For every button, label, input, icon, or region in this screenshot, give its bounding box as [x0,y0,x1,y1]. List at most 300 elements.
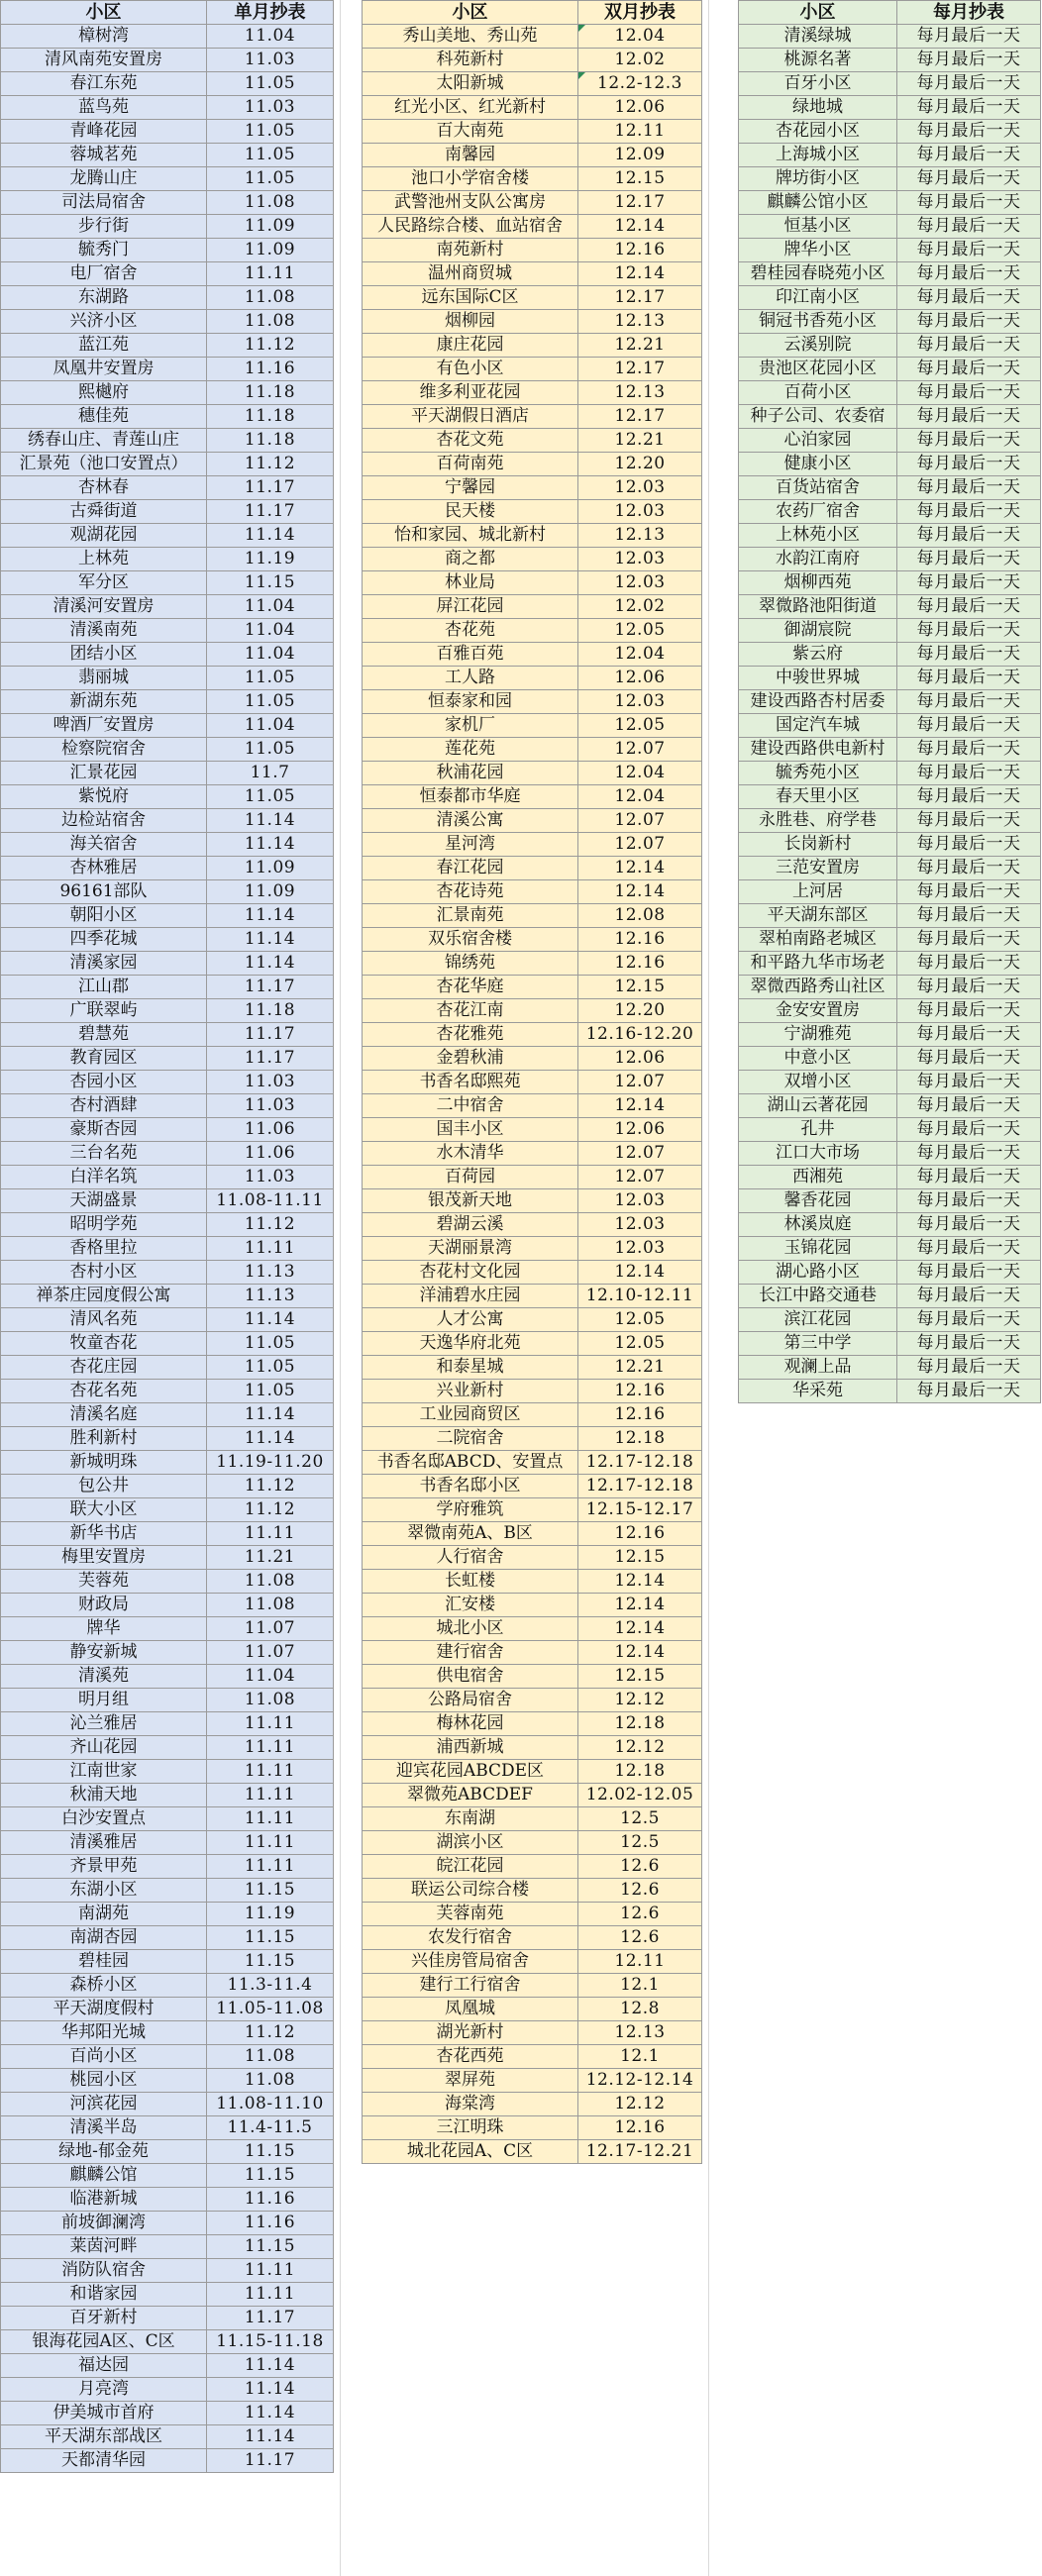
reading-date-cell: 12.13 [578,2021,702,2045]
reading-date-cell: 每月最后一天 [897,1189,1041,1213]
community-name-cell: 皖江花园 [363,1855,578,1879]
reading-date-cell: 11.09 [207,215,334,239]
table-row [363,96,702,120]
single-month-table [0,0,334,2473]
community-name-cell: 齐景甲苑 [1,1855,207,1879]
table-row [363,453,702,476]
reading-date-cell: 每月最后一天 [897,809,1041,833]
table-row [1,215,334,239]
community-name-cell: 新城明珠 [1,1451,207,1475]
reading-date-cell: 每月最后一天 [897,690,1041,714]
table-row [1,524,334,548]
community-name-cell: 古舜街道 [1,500,207,524]
reading-date-cell: 11.12 [207,2021,334,2045]
reading-date-cell: 11.15 [207,2235,334,2259]
table-row [1,1213,334,1237]
community-name-cell: 杏花雅苑 [363,1023,578,1047]
reading-date-cell: 12.13 [578,381,702,405]
reading-date-cell: 每月最后一天 [897,429,1041,453]
table-row [1,667,334,690]
table-row [1,1023,334,1047]
community-name-cell: 百大南苑 [363,120,578,144]
community-name-cell: 三范安置房 [739,857,897,880]
table-row [363,1855,702,1879]
reading-date-cell: 每月最后一天 [897,286,1041,310]
community-name-cell: 太阳新城 [363,72,578,96]
reading-date-cell: 11.15 [207,1879,334,1903]
reading-date-cell: 12.03 [578,548,702,571]
table-row [1,880,334,904]
reading-date-cell: 11.12 [207,1213,334,1237]
reading-date-cell: 每月最后一天 [897,405,1041,429]
table-row [1,1142,334,1166]
table-row [1,310,334,334]
table-row [363,1641,702,1665]
reading-date-cell: 12.18 [578,1712,702,1736]
reading-date-cell: 12.15-12.17 [578,1498,702,1522]
community-name-cell: 百货站宿舍 [739,476,897,500]
reading-date-cell: 12.03 [578,476,702,500]
table-row [739,239,1041,262]
community-name-cell: 洋浦碧水庄园 [363,1285,578,1308]
table-row [1,429,334,453]
community-name-cell: 书香名邸熙苑 [363,1071,578,1094]
reading-date-cell: 11.17 [207,2307,334,2330]
community-name-cell: 胜利新村 [1,1427,207,1451]
table-row [363,334,702,358]
reading-date-cell: 每月最后一天 [897,524,1041,548]
community-name-cell: 包公井 [1,1475,207,1498]
reading-date-cell: 12.15 [578,167,702,191]
reading-date-cell: 11.08 [207,1594,334,1617]
table-row [363,1166,702,1189]
table-row [739,476,1041,500]
community-name-cell: 蓉城茗苑 [1,144,207,167]
reading-date-cell: 11.13 [207,1261,334,1285]
table-row [363,358,702,381]
community-name-cell: 禅茶庄园度假公寓 [1,1285,207,1308]
reading-date-cell: 11.17 [207,500,334,524]
reading-date-cell: 12.1 [578,2045,702,2069]
table-row [363,429,702,453]
table-row [363,643,702,667]
reading-date-cell: 每月最后一天 [897,595,1041,619]
community-name-cell: 海棠湾 [363,2093,578,2116]
table-row [363,976,702,999]
community-name-cell: 秋浦天地 [1,1784,207,1807]
reading-date-cell: 每月最后一天 [897,1166,1041,1189]
reading-date-cell: 11.14 [207,2378,334,2402]
table-row [739,904,1041,928]
reading-date-cell: 12.6 [578,1879,702,1903]
table-row [1,2354,334,2378]
table-row [1,2045,334,2069]
reading-date-cell: 11.17 [207,2449,334,2473]
table-row [1,1451,334,1475]
community-name-cell: 牌华 [1,1617,207,1641]
table-row [1,1285,334,1308]
community-name-cell: 香格里拉 [1,1237,207,1261]
reading-date-cell: 11.11 [207,1522,334,1546]
table-row [363,215,702,239]
table-row [1,1475,334,1498]
reading-date-cell: 12.18 [578,1427,702,1451]
table-row [739,548,1041,571]
reading-date-cell: 12.17-12.18 [578,1451,702,1475]
table-row [363,144,702,167]
community-name-cell: 湖滨小区 [363,1831,578,1855]
table-row [1,1498,334,1522]
table-row [1,571,334,595]
table-row [1,1427,334,1451]
table-row [1,286,334,310]
table-row [1,2402,334,2425]
table-row [363,1594,702,1617]
community-name-cell: 池口小学宿舍楼 [363,167,578,191]
table-row [363,999,702,1023]
reading-date-cell: 12.16 [578,928,702,952]
table-row [1,928,334,952]
community-name-cell: 宁湖雅苑 [739,1023,897,1047]
table-row [363,1071,702,1094]
table-row [363,1427,702,1451]
community-name-cell: 建行工行宿舍 [363,1974,578,1998]
table-row [739,690,1041,714]
reading-date-cell: 每月最后一天 [897,120,1041,144]
reading-date-cell: 11.14 [207,2425,334,2449]
community-name-cell: 杏花文苑 [363,429,578,453]
reading-date-cell: 12.02 [578,595,702,619]
reading-date-cell: 11.07 [207,1617,334,1641]
community-name-cell: 麒麟公馆 [1,2164,207,2188]
reading-date-cell: 11.09 [207,239,334,262]
table-row [1,167,334,191]
community-name-cell: 华邦阳光城 [1,2021,207,2045]
table-row [363,1879,702,1903]
reading-date-cell: 11.19 [207,548,334,571]
reading-date-cell: 11.14 [207,928,334,952]
community-name-cell: 金碧秋浦 [363,1047,578,1071]
reading-date-cell: 11.16 [207,2188,334,2212]
community-name-cell: 工人路 [363,667,578,690]
table-row [363,286,702,310]
header-community: 小区 [1,1,207,25]
reading-date-cell: 12.6 [578,1926,702,1950]
table-row [1,262,334,286]
community-name-cell: 南湖苑 [1,1903,207,1926]
table-row [363,1094,702,1118]
table-row [739,500,1041,524]
reading-date-cell: 11.15 [207,2140,334,2164]
table-row [1,1403,334,1427]
table-row [1,96,334,120]
reading-date-cell: 12.07 [578,738,702,762]
reading-date-cell: 11.19 [207,1903,334,1926]
community-name-cell: 教育园区 [1,1047,207,1071]
reading-date-cell: 12.03 [578,1189,702,1213]
table-row [363,2116,702,2140]
reading-date-cell: 12.05 [578,1308,702,1332]
community-name-cell: 湖心路小区 [739,1261,897,1285]
table-row [363,381,702,405]
reading-date-cell: 12.14 [578,215,702,239]
community-name-cell: 平天湖度假村 [1,1998,207,2021]
reading-date-cell: 每月最后一天 [897,476,1041,500]
table-row [1,952,334,976]
table-row [363,1617,702,1641]
community-name-cell: 福达园 [1,2354,207,2378]
reading-date-cell: 每月最后一天 [897,1094,1041,1118]
reading-date-cell: 12.09 [578,144,702,167]
community-name-cell: 绿地城 [739,96,897,120]
table-row [1,1166,334,1189]
reading-date-cell: 12.02 [578,49,702,72]
table-row [363,2045,702,2069]
table-row [739,714,1041,738]
table-row [1,1760,334,1784]
community-name-cell: 种子公司、农委宿 [739,405,897,429]
table-row [363,762,702,785]
reading-date-cell: 每月最后一天 [897,215,1041,239]
community-name-cell: 建设西路杏村居委 [739,690,897,714]
community-name-cell: 湖光新村 [363,2021,578,2045]
community-name-cell: 绿地-郁金苑 [1,2140,207,2164]
table-row [739,738,1041,762]
reading-date-cell: 11.18 [207,429,334,453]
table-row [739,571,1041,595]
reading-date-cell: 11.15-11.18 [207,2330,334,2354]
community-name-cell: 碧湖云溪 [363,1213,578,1237]
reading-date-cell: 每月最后一天 [897,310,1041,334]
community-name-cell: 杏花华庭 [363,976,578,999]
table-row [1,476,334,500]
table-row [1,358,334,381]
table-row [739,1285,1041,1308]
table-row [739,1142,1041,1166]
reading-date-cell: 11.11 [207,1784,334,1807]
reading-date-cell: 12.12 [578,2093,702,2116]
table-row [1,453,334,476]
community-name-cell: 星河湾 [363,833,578,857]
reading-date-cell: 11.15 [207,571,334,595]
table-row [1,738,334,762]
reading-date-cell: 12.13 [578,524,702,548]
reading-date-cell: 12.14 [578,1261,702,1285]
table-row [739,334,1041,358]
table-row [1,904,334,928]
community-name-cell: 心泊家园 [739,429,897,453]
table-row [739,1308,1041,1332]
community-name-cell: 平天湖东部战区 [1,2425,207,2449]
community-name-cell: 平天湖假日酒店 [363,405,578,429]
reading-date-cell: 11.12 [207,334,334,358]
reading-date-cell: 12.20 [578,999,702,1023]
reading-date-cell: 11.12 [207,453,334,476]
reading-date-cell: 每月最后一天 [897,1308,1041,1332]
reading-date-cell: 11.12 [207,1475,334,1498]
table-row [363,1285,702,1308]
table-row [739,1166,1041,1189]
reading-date-cell: 11.09 [207,857,334,880]
reading-date-cell: 11.11 [207,1736,334,1760]
table-row [1,500,334,524]
table-row [1,1689,334,1712]
table-row [363,1498,702,1522]
table-row [1,1736,334,1760]
table-row [1,1665,334,1689]
community-name-cell: 温州商贸城 [363,262,578,286]
table-row [1,2425,334,2449]
reading-date-cell: 每月最后一天 [897,833,1041,857]
community-name-cell: 百荷南苑 [363,453,578,476]
table-row [739,381,1041,405]
reading-date-cell: 每月最后一天 [897,167,1041,191]
community-name-cell: 双乐宿舍楼 [363,928,578,952]
table-row [363,1189,702,1213]
community-name-cell: 馨香花园 [739,1189,897,1213]
community-name-cell: 清溪公寓 [363,809,578,833]
community-name-cell: 清溪名庭 [1,1403,207,1427]
community-name-cell: 书香名邸ABCD、安置点 [363,1451,578,1475]
community-name-cell: 屏江花园 [363,595,578,619]
reading-date-cell: 11.14 [207,1403,334,1427]
community-name-cell: 湖山云著花园 [739,1094,897,1118]
reading-date-cell: 每月最后一天 [897,619,1041,643]
table-row [363,1332,702,1356]
reading-date-cell: 12.17 [578,405,702,429]
table-row [1,1047,334,1071]
community-name-cell: 清溪南苑 [1,619,207,643]
community-name-cell: 朝阳小区 [1,904,207,928]
table-row [739,310,1041,334]
table-row [739,405,1041,429]
community-name-cell: 紫云府 [739,643,897,667]
table-row [739,857,1041,880]
reading-date-cell: 12.5 [578,1807,702,1831]
community-name-cell: 南苑新村 [363,239,578,262]
reading-date-cell: 每月最后一天 [897,714,1041,738]
community-name-cell: 恒基小区 [739,215,897,239]
community-name-cell: 杏园小区 [1,1071,207,1094]
reading-date-cell: 12.14 [578,857,702,880]
reading-date-cell: 每月最后一天 [897,1142,1041,1166]
community-name-cell: 商之都 [363,548,578,571]
community-name-cell: 齐山花园 [1,1736,207,1760]
table-row [1,191,334,215]
table-row [739,262,1041,286]
community-name-cell: 杏花诗苑 [363,880,578,904]
community-name-cell: 消防队宿舍 [1,2259,207,2283]
community-name-cell: 玉锦花园 [739,1237,897,1261]
reading-date-cell: 11.08 [207,1689,334,1712]
community-name-cell: 有色小区 [363,358,578,381]
community-name-cell: 农药厂宿舍 [739,500,897,524]
table-row [739,25,1041,49]
community-name-cell: 联运公司综合楼 [363,1879,578,1903]
reading-date-cell: 12.16 [578,952,702,976]
table-row [363,310,702,334]
community-name-cell: 杏花苑 [363,619,578,643]
community-name-cell: 印江南小区 [739,286,897,310]
reading-date-cell: 12.12 [578,1689,702,1712]
community-name-cell: 远东国际C区 [363,286,578,310]
community-name-cell: 汇景苑（池口安置点） [1,453,207,476]
reading-date-cell: 12.10-12.11 [578,1285,702,1308]
reading-date-cell: 11.03 [207,1166,334,1189]
community-name-cell: 豪斯杏园 [1,1118,207,1142]
community-name-cell: 江口大市场 [739,1142,897,1166]
community-name-cell: 建设西路供电新村 [739,738,897,762]
table-row [1,1332,334,1356]
community-name-cell: 春江花园 [363,857,578,880]
table-row [739,167,1041,191]
reading-date-cell: 12.02-12.05 [578,1784,702,1807]
table-row [363,1047,702,1071]
community-name-cell: 杏花村文化园 [363,1261,578,1285]
table-row [1,1522,334,1546]
reading-date-cell: 11.13 [207,1285,334,1308]
reading-date-cell: 11.14 [207,904,334,928]
community-name-cell: 碧慧苑 [1,1023,207,1047]
community-name-cell: 杏花庄园 [1,1356,207,1380]
community-name-cell: 杏村酒肆 [1,1094,207,1118]
community-name-cell: 武警池州支队公寓房 [363,191,578,215]
table-row [1,1950,334,1974]
table-row [363,72,702,96]
community-name-cell: 双增小区 [739,1071,897,1094]
reading-date-cell: 12.06 [578,96,702,120]
reading-date-cell: 每月最后一天 [897,571,1041,595]
reading-date-cell: 每月最后一天 [897,453,1041,476]
reading-date-cell: 11.07 [207,1641,334,1665]
table-row [363,1784,702,1807]
community-name-cell: 汇景花园 [1,762,207,785]
table-row [363,690,702,714]
table-row [1,144,334,167]
community-name-cell: 御湖宸院 [739,619,897,643]
column-gap-divider [708,0,709,2576]
reading-date-cell: 11.05 [207,1356,334,1380]
community-name-cell: 河滨花园 [1,2093,207,2116]
table-row [363,1380,702,1403]
reading-date-cell: 11.14 [207,1427,334,1451]
table-row [739,1023,1041,1047]
table-row [363,2093,702,2116]
community-name-cell: 前坡御澜湾 [1,2212,207,2235]
community-name-cell: 芙蓉苑 [1,1570,207,1594]
table-row [1,2449,334,2473]
table-row [1,1118,334,1142]
community-name-cell: 学府雅筑 [363,1498,578,1522]
reading-date-cell: 12.04 [578,643,702,667]
reading-date-cell: 12.11 [578,120,702,144]
reading-date-cell: 11.11 [207,1712,334,1736]
reading-date-cell: 11.08-11.11 [207,1189,334,1213]
table-row [1,1237,334,1261]
community-name-cell: 工业园商贸区 [363,1403,578,1427]
community-name-cell: 建行宿舍 [363,1641,578,1665]
community-name-cell: 樟树湾 [1,25,207,49]
community-name-cell: 东南湖 [363,1807,578,1831]
table-row [739,286,1041,310]
community-name-cell: 永胜巷、府学巷 [739,809,897,833]
community-name-cell: 林业局 [363,571,578,595]
community-name-cell: 穗佳苑 [1,405,207,429]
reading-date-cell: 11.11 [207,2283,334,2307]
reading-date-cell: 11.12 [207,1498,334,1522]
community-name-cell: 上海城小区 [739,144,897,167]
table-row [1,690,334,714]
